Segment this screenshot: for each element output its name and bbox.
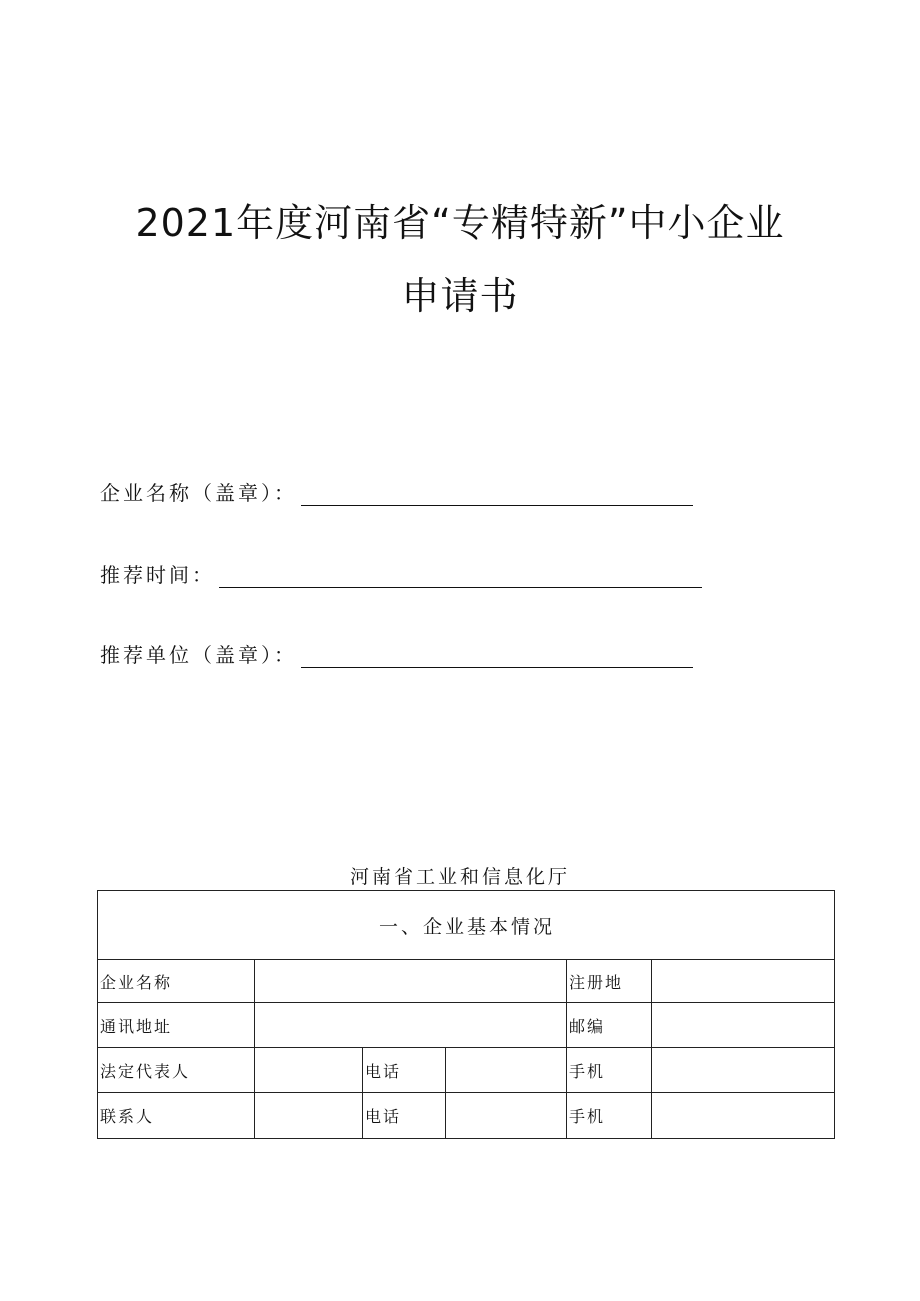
legal-rep-mobile-input-cell[interactable] [652, 1048, 835, 1093]
legal-rep-phone-label: 电话 [363, 1048, 446, 1093]
recommend-unit-seal-field [100, 638, 693, 668]
contact-phone-label: 电话 [363, 1093, 446, 1139]
postcode-label: 邮编 [567, 1003, 652, 1048]
document-title-line1: 2021年度河南省“专精特新”中小企业 [135, 201, 785, 245]
company-name-seal-blank[interactable] [301, 483, 693, 506]
contact-phone-input-cell[interactable] [446, 1093, 567, 1139]
contact-input-cell[interactable] [255, 1093, 363, 1139]
recommend-date-label: 推荐时间： [100, 563, 215, 587]
company-name-label: 企业名称 [98, 960, 255, 1003]
recommend-date-blank[interactable] [219, 565, 702, 588]
table-row-contact [98, 1093, 835, 1139]
table-row-company-name [98, 960, 835, 1003]
address-label: 通讯地址 [98, 1003, 255, 1048]
basic-info-table [97, 890, 835, 1139]
recommend-unit-seal-label: 推荐单位（盖章）： [100, 643, 297, 667]
document-title-line2: 申请书 [401, 274, 519, 318]
registered-place-input-cell[interactable] [652, 960, 835, 1003]
section-title-basic-info: 一、企业基本情况 [98, 891, 835, 960]
recommend-unit-seal-blank[interactable] [301, 645, 693, 668]
table-row-legal-rep [98, 1048, 835, 1093]
company-name-input-cell[interactable] [255, 960, 567, 1003]
company-name-seal-label: 企业名称（盖章）： [100, 481, 297, 505]
postcode-input-cell[interactable] [652, 1003, 835, 1048]
contact-mobile-label: 手机 [567, 1093, 652, 1139]
issuer-name: 河南省工业和信息化厅 [349, 866, 570, 888]
legal-rep-phone-input-cell[interactable] [446, 1048, 567, 1093]
registered-place-label: 注册地 [567, 960, 652, 1003]
contact-mobile-input-cell[interactable] [652, 1093, 835, 1139]
contact-label: 联系人 [98, 1093, 255, 1139]
legal-rep-mobile-label: 手机 [567, 1048, 652, 1093]
recommend-date-field [100, 558, 702, 588]
company-name-seal-field [100, 476, 693, 506]
legal-rep-label: 法定代表人 [98, 1048, 255, 1093]
legal-rep-input-cell[interactable] [255, 1048, 363, 1093]
table-row-address [98, 1003, 835, 1048]
address-input-cell[interactable] [255, 1003, 567, 1048]
